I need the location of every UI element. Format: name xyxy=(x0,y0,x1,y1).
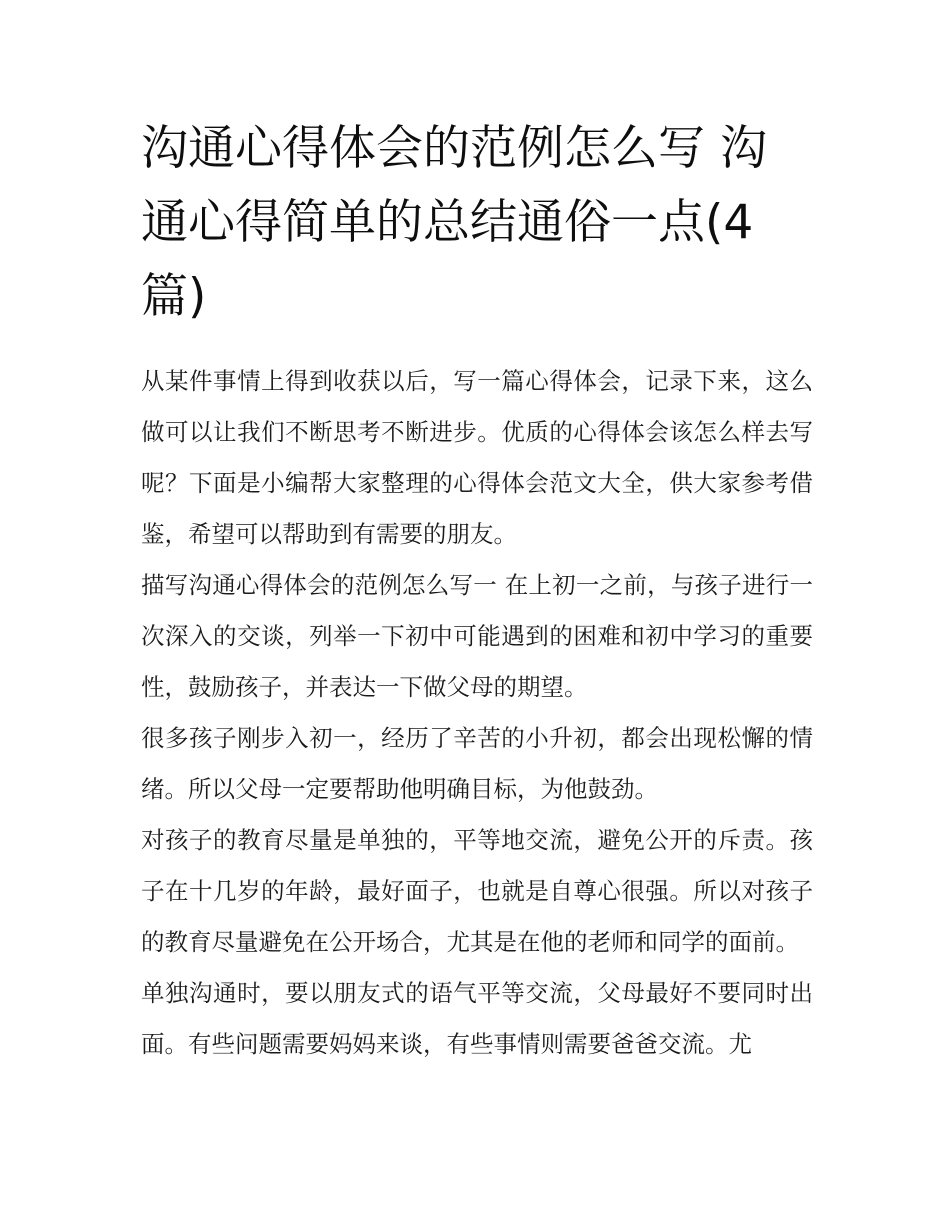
paragraph-4: 单独沟通时，要以朋友式的语气平等交流，父母最好不要同时出面。有些问题需要妈妈来谈，有些事情则需要爸爸交流。尤 xyxy=(141,979,813,1058)
document-body xyxy=(141,112,813,1070)
paragraph-3: 对孩子的教育尽量是单独的，平等地交流，避免公开的斥责。孩子在十几岁的年龄，最好面子，也就是自尊心很强。所以对孩子的教育尽量避免在公开场合，尤其是在他的老师和同学的面前。 xyxy=(141,826,813,956)
paragraph-intro: 从某件事情上得到收获以后，写一篇心得体会，记录下来，这么做可以让我们不断思考不断进步。优质的心得体会该怎么样去写呢？下面是小编帮大家整理的心得体会范文大全，供大家参考借鉴，希望可以帮助到有需要的朋友。 xyxy=(141,367,813,548)
paragraph-2: 很多孩子刚步入初一，经历了辛苦的小升初，都会出现松懈的情绪。所以父母一定要帮助他明确目标，为他鼓劲。 xyxy=(141,724,813,803)
paragraph-1: 描写沟通心得体会的范例怎么写一 在上初一之前，与孩子进行一次深入的交谈，列举一下初中可能遇到的困难和初中学习的重要性，鼓励孩子，并表达一下做父母的期望。 xyxy=(141,571,813,701)
document-title: 沟通心得体会的范例怎么写 沟通心得简单的总结通俗一点(4篇) xyxy=(141,121,767,324)
